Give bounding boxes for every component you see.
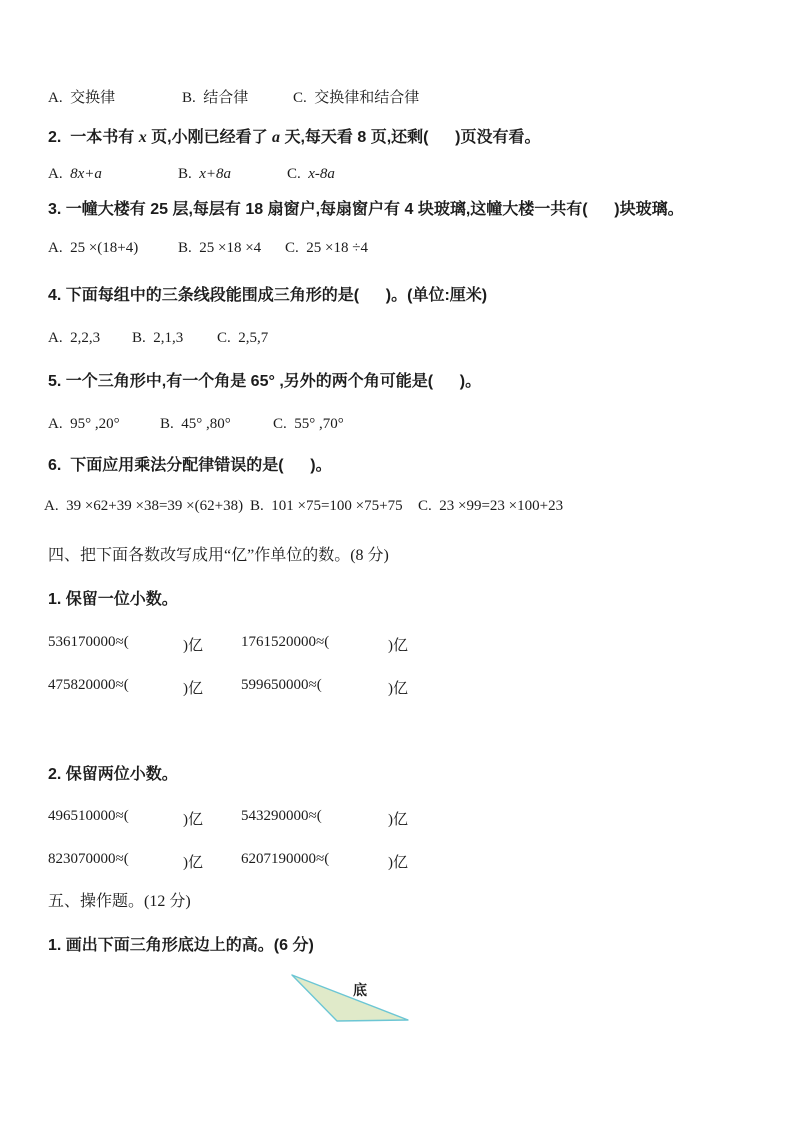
blank-fill-left: 496510000≈( — [48, 808, 129, 824]
q6-option-b: B. 101 ×75=100 ×75+75 — [250, 498, 403, 514]
blank-fill-left: 543290000≈( — [241, 808, 322, 824]
blank-fill-right: )亿 — [388, 812, 408, 828]
q2-text-part1: 2. 一本书有 — [48, 129, 139, 146]
q6-option-c: C. 23 ×99=23 ×100+23 — [418, 498, 564, 514]
q4-options-row — [0, 330, 793, 352]
section5-sub1: 1. 画出下面三角形底边上的高。(6 分) — [48, 937, 314, 954]
q5-text: 5. 一个三角形中,有一个角是 65° ,另外的两个角可能是( )。 — [48, 373, 482, 390]
blank-fill-right: )亿 — [183, 681, 203, 697]
blank-fill-right: )亿 — [183, 812, 203, 828]
blank-fill-left: 6207190000≈( — [241, 851, 330, 867]
triangle-shape — [270, 960, 430, 1030]
q1-option-a: A. 交换律 — [48, 90, 116, 106]
q5-options-row — [0, 416, 793, 438]
section4-sub2: 2. 保留两位小数。 — [48, 766, 178, 783]
q2-text — [48, 128, 541, 147]
q2-option-c — [287, 166, 335, 183]
q2-option-c-label: C. — [287, 166, 309, 182]
blank-fill-left: 1761520000≈( — [241, 634, 330, 650]
q3-option-b: B. 25 ×18 ×4 — [178, 240, 262, 256]
blank-fill-right: )亿 — [183, 855, 203, 871]
blank-fill-left: 599650000≈( — [241, 677, 322, 693]
q1-option-c: C. 交换律和结合律 — [293, 90, 420, 106]
q2-option-c-expr: x-8a — [308, 166, 335, 182]
q2-option-a-expr: 8x+a — [70, 166, 102, 182]
section4-heading: 四、把下面各数改写成用“亿”作单位的数。(8 分) — [48, 547, 389, 564]
blank-fill-right: )亿 — [183, 638, 203, 654]
q2-option-a — [48, 166, 102, 183]
q4-text: 4. 下面每组中的三条线段能围成三角形的是( )。(单位:厘米) — [48, 287, 488, 304]
q2-option-b-expr: x+8a — [199, 166, 232, 182]
q6-options-row — [0, 498, 793, 520]
q4-option-c: C. 2,5,7 — [217, 330, 269, 346]
q1-option-b: B. 结合律 — [182, 90, 249, 106]
q2-text-part2: 页,小刚已经看了 — [146, 129, 273, 146]
blank-fill-right: )亿 — [388, 681, 408, 697]
q5-option-b: B. 45° ,80° — [160, 416, 231, 432]
triangle-figure — [270, 960, 430, 1030]
blank-fill-left: 536170000≈( — [48, 634, 129, 650]
q6-option-a: A. 39 ×62+39 ×38=39 ×(62+38) — [44, 498, 244, 514]
blank-fill-left: 823070000≈( — [48, 851, 129, 867]
blank-fill-right: )亿 — [388, 855, 408, 871]
q2-var-x: x — [138, 129, 147, 146]
q1-options-row — [0, 86, 793, 108]
section4-row3 — [0, 808, 793, 830]
q3-option-a: A. 25 ×(18+4) — [48, 240, 139, 256]
section5-heading: 五、操作题。(12 分) — [48, 893, 191, 910]
section4-row2 — [0, 677, 793, 699]
q3-option-c: C. 25 ×18 ÷4 — [285, 240, 368, 256]
section4-row4 — [0, 851, 793, 873]
q5-option-c: C. 55° ,70° — [273, 416, 344, 432]
q2-option-b-label: B. — [178, 166, 200, 182]
q2-option-b — [178, 166, 231, 183]
section4-sub1: 1. 保留一位小数。 — [48, 591, 178, 608]
triangle-base-label: 底 — [353, 982, 367, 998]
blank-fill-left: 475820000≈( — [48, 677, 129, 693]
q4-option-a: A. 2,2,3 — [48, 330, 101, 346]
q2-var-a: a — [272, 129, 281, 146]
q5-option-a: A. 95° ,20° — [48, 416, 120, 432]
section4-row1 — [0, 634, 793, 656]
q4-option-b: B. 2,1,3 — [132, 330, 184, 346]
q6-text: 6. 下面应用乘法分配律错误的是( )。 — [48, 457, 332, 474]
q3-options-row — [0, 240, 793, 262]
q3-text: 3. 一幢大楼有 25 层,每层有 18 扇窗户,每扇窗户有 4 块玻璃,这幢大楼一共有( )块玻璃。 — [48, 201, 684, 218]
q2-option-a-label: A. — [48, 166, 71, 182]
blank-fill-right: )亿 — [388, 638, 408, 654]
q2-options-row — [0, 166, 793, 188]
q2-text-part3: 天,每天看 8 页,还剩( )页没有看。 — [280, 129, 541, 146]
